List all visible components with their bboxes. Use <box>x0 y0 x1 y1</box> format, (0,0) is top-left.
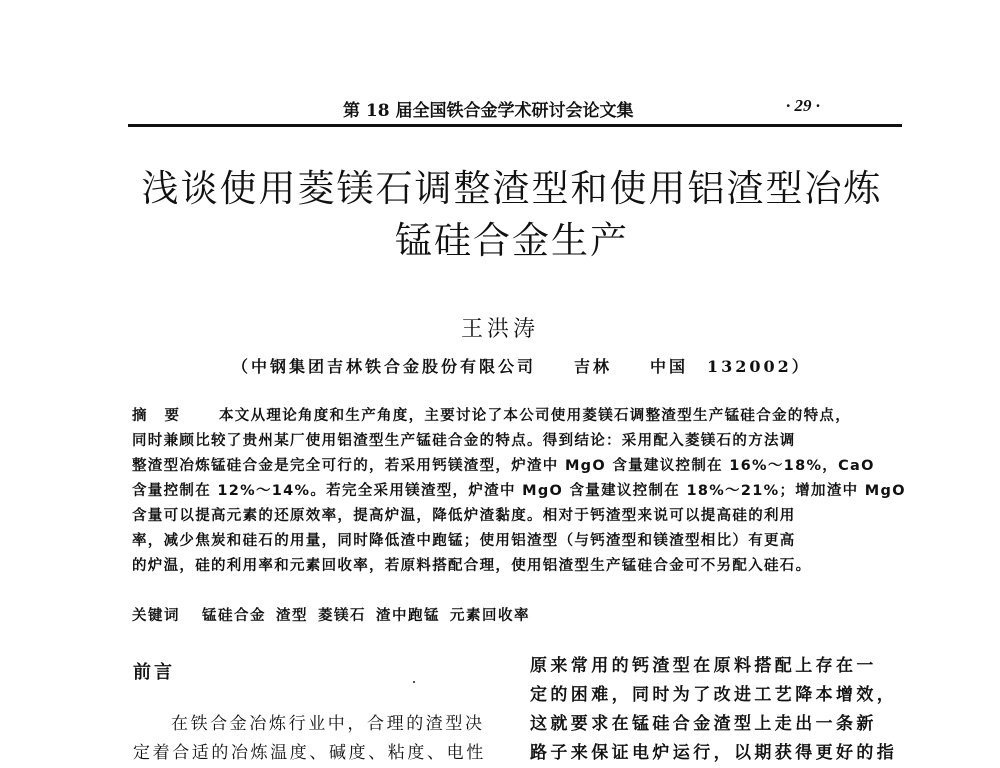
body-line: 定着合适的冶炼温度、碱度、粘度、电性 <box>133 743 486 763</box>
abstract-label: 摘要 <box>132 408 197 424</box>
abstract-line: 含量控制在 12%～14%。若完全采用镁渣型，炉渣中 MgO 含量建议控制在 18%～21%；增加渣中 MgO <box>132 483 906 499</box>
journal-name: 第 18 届全国铁合金学术研讨会论文集 <box>343 101 634 121</box>
body-line: 定的困难，同时为了改进工艺降本增效， <box>530 685 898 705</box>
abstract-line: 摘要 本文从理论角度和生产角度，主要讨论了本公司使用菱镁石调整渣型生产锰硅合金的特点， <box>132 408 851 424</box>
abstract <box>132 404 906 579</box>
body-right-column <box>530 652 902 768</box>
body-line: 在铁合金冶炼行业中，合理的渣型决 <box>171 714 485 734</box>
scan-speck <box>413 681 415 683</box>
keyword: 锰硅合金 <box>202 608 266 624</box>
keywords-label: 关键词 <box>132 608 180 624</box>
header-rule <box>128 124 902 127</box>
author-name: 王洪涛 <box>460 317 539 342</box>
keyword: 渣中跑锰 <box>376 608 440 624</box>
keywords <box>132 604 540 625</box>
keyword: 菱镁石 <box>318 608 366 624</box>
body-line: 原来常用的钙渣型在原料搭配上存在一 <box>530 656 877 676</box>
body-line: 路子来保证电炉运行，以期获得更好的指 <box>530 743 898 763</box>
section-heading-preface: 前言 <box>133 662 175 683</box>
abstract-line: 含量可以提高元素的还原效率，提高炉温，降低炉渣黏度。相对于钙渣型来说可以提高硅的利用 <box>132 508 796 524</box>
paper-title-line-2: 锰硅合金生产 <box>395 219 629 262</box>
body-left-column <box>133 710 505 768</box>
abstract-line: 同时兼顾比较了贵州某厂使用铝渣型生产锰硅合金的特点。得到结论：采用配入菱镁石的方法调 <box>132 433 796 449</box>
abstract-line: 整渣型冶炼锰硅合金是完全可行的，若采用钙镁渣型，炉渣中 MgO 含量建议控制在 16%～18%，CaO <box>132 458 875 474</box>
author-affiliation: （中钢集团吉林铁合金股份有限公司 吉林 中国 132002） <box>232 357 811 376</box>
running-header <box>128 96 902 126</box>
paper-title-line-1: 浅谈使用菱镁石调整渣型和使用铝渣型冶炼 <box>141 167 883 210</box>
keyword: 元素回收率 <box>450 608 530 624</box>
page-number: · 29 · <box>786 96 820 115</box>
abstract-line: 率，减少焦炭和硅石的用量，同时降低渣中跑锰；使用铝渣型（与钙渣型和镁渣型相比）有更高 <box>132 533 796 549</box>
abstract-line: 的炉温，硅的利用率和元素回收率，若原料搭配合理，使用铝渣型生产锰硅合金可不另配入硅石。 <box>132 558 812 574</box>
keyword: 渣型 <box>276 608 308 624</box>
body-line: 这就要求在锰硅合金渣型上走出一条新 <box>530 714 877 734</box>
